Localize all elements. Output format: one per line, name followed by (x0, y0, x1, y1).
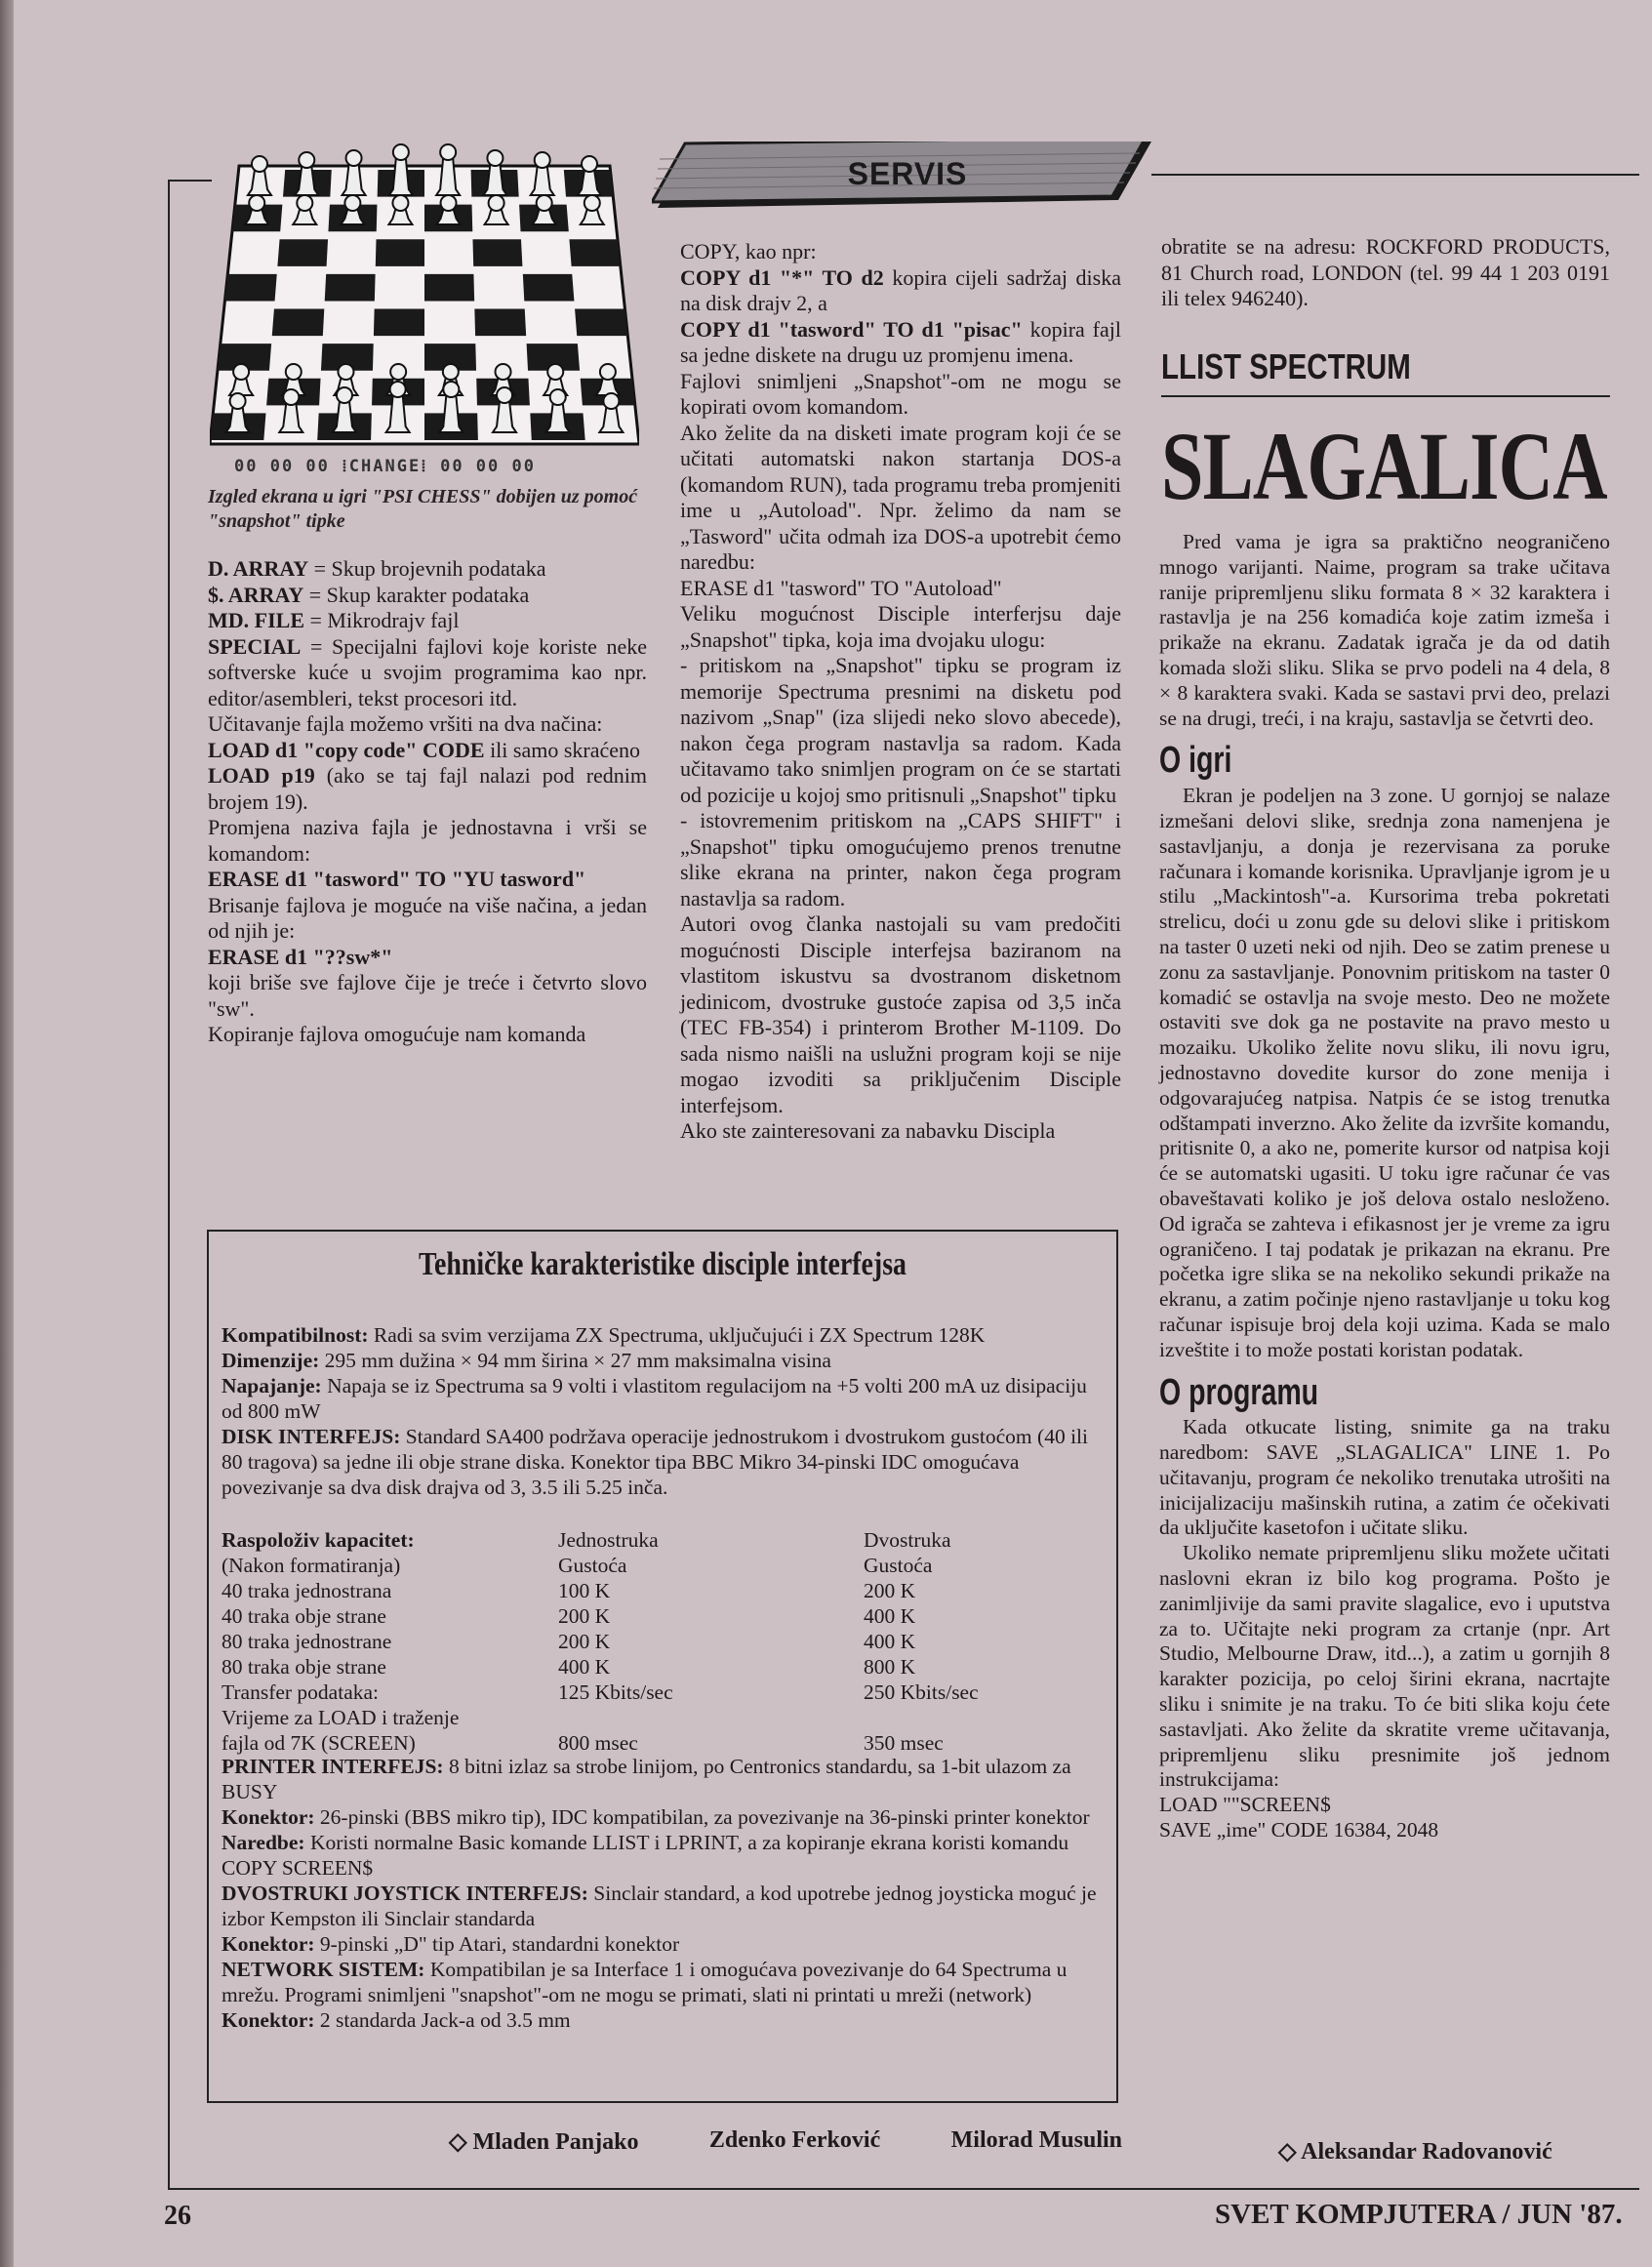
spec2-text: 2 standarda Jack-a od 3.5 mm (314, 2008, 571, 2032)
spec-paragraph (222, 1348, 1105, 1373)
article-signature: ◇ Aleksandar Radovanović (1278, 2139, 1552, 2165)
col1-text: ili samo skraćeno (484, 737, 641, 762)
spec2-text: 9-pinski „D" tip Atari, standardni konektor (314, 1932, 680, 1956)
col2-paragraph (680, 1118, 1121, 1145)
spec2-paragraph (222, 2007, 1105, 2033)
spec-paragraph (222, 1424, 1105, 1500)
chess-square (374, 309, 424, 337)
frame-bottom (168, 2188, 1639, 2190)
col1-text: Promjena naziva fajla je jednostavna i vrši se komandom: (208, 815, 647, 866)
spec-paragraph (222, 1322, 1105, 1348)
author-1: ◇ Mladen Panjako (449, 2129, 639, 2155)
capacity-cell: 250 Kbits/sec (864, 1680, 979, 1704)
col2-bold-term: COPY d1 "*" TO d2 (680, 264, 884, 290)
page-spine (0, 0, 14, 2267)
section-rule (1161, 395, 1610, 397)
chess-square (575, 309, 627, 337)
spec2-text: Koristi normalne Basic komande LLIST i LPRINT, a za kopiranje ekrana koristi komandu COPY SCREEN$ (222, 1831, 1069, 1880)
capacity-row (222, 1730, 1105, 1756)
col1-paragraph (208, 763, 647, 815)
spec2-bold-term: Konektor: (222, 2008, 315, 2032)
spec2-paragraph (222, 1931, 1105, 1957)
capacity-row (222, 1705, 1105, 1730)
authors-line (449, 2127, 1122, 2156)
spec2-text: Kompatibilan je sa Interface 1 i omogućava povezivanje do 64 Spectruma u mrežu. Programi snimljeni "snapshot"-om ne mogu se primati, slati ni printati u mreži (network) (222, 1958, 1068, 2006)
col1-paragraph (208, 711, 647, 738)
capacity-cell: 80 traka jednostrane (222, 1630, 392, 1653)
col1-text: (ako se taj fajl nalazi pod rednim brojem 19). (208, 763, 648, 814)
capacity-row (222, 1527, 1105, 1553)
capacity-cell (864, 1705, 1105, 1730)
col1-paragraph (208, 893, 647, 945)
col1-paragraph (208, 945, 647, 971)
spec-text: Standard SA400 podržava operacije jednostrukom i dvostrukom gustoćom (40 ili 80 tragova) sa jedne ili obje strane diska. Konektor tipa BBC Mikro 34-pinski IDC omogućava povezivanje sa dva disk drajva od 3, 3.5 ili 5.25 inča. (222, 1425, 1088, 1499)
col2-text: Fajlovi snimljeni „Snapshot"-om ne mogu se kopirati ovom komandom. (680, 368, 1121, 419)
capacity-cell: 40 traka obje strane (222, 1604, 386, 1628)
capacity-row (222, 1654, 1105, 1680)
spec2-bold-term: Konektor: (222, 1805, 315, 1829)
capacity-cell: Jednostruka (558, 1528, 659, 1552)
col1-text: = Specijalni fajlovi koje koriste neke softverske kuće u svojim programima kao npr. editor/asembleri, tekst procesori itd. (208, 633, 647, 710)
col1-text: Brisanje fajlova je moguće na više načina, a jedan od njih je: (208, 892, 647, 943)
spec-text: 295 mm dužina × 94 mm širina × 27 mm maksimalna visina (319, 1349, 831, 1372)
spec2-bold-term: Konektor: (222, 1932, 315, 1956)
frame-top-right (1151, 174, 1639, 176)
col2-paragraph (680, 421, 1121, 576)
servis-label: SERVIS (847, 156, 968, 191)
capacity-cell: 350 msec (864, 1731, 944, 1755)
col2-paragraph (680, 653, 1121, 808)
chess-square (569, 239, 620, 266)
capacity-cell: Gustoća (864, 1554, 933, 1577)
col1-paragraph (208, 970, 647, 1022)
article-igri: Ekran je podeljen na 3 zone. U gornjoj se nalaze izmešani delovi slike, srednja zona namenjena je sastavljanju, a donja je rezervisana za poruke računara i komande korisnika. Upravljanje igrom je u stilu „Mackintosh"-a. Kursorima treba pokretati strelicu, doći u zonu gde su delovi slike i pritiskom na taster 0 uzeti neki od njih. Deo se zatim prenese u zonu za sastavljanje. Ponovnim pritiskom na taster 0 komadić se ostavlja na svoje mesto. Deo ne možete ostaviti sve dok ga ne postavite na pravo mesto u mozaiku. Ukoliko želite novu sliku, ili novu igru, jednostavno dovedite kursor do zone menija i odgovarajućeg natpisa. Natpis će se istog trenutka odštampati inverzno. Ako želite da izvršite komandu, pritisnite 0, a ako ne, pomerite kursor od natpisa koji će se automatski ugasiti. U toku igre računar će vas obaveštavati koliko je još delova ostalo nesloženo. Od igrača se zahteva i efikasnost jer je vreme za igru ograničeno. I taj podatak je prikazan na ekranu. Pre početka igre slika se na nekoliko sekundi prikaže na ekranu, a zatim počinje njeno rastavljanje u toku kog računar ispisuje broj dela koji uzima. Kada se malo izveštite i to može postati koristan podatak. (1159, 784, 1610, 1361)
spec2-text: 8 bitni izlaz sa strobe linijom, po Centronics standardu, sa 1-bit ulazom za BUSY (222, 1755, 1071, 1803)
col1-paragraph (208, 583, 647, 609)
col1-paragraph (208, 815, 647, 867)
capacity-cell: 200 K (864, 1579, 916, 1602)
spec2-text: Sinclair standard, a kod upotrebe jednog joysticka moguć je izbor Kempston ili Sinclair standarda (222, 1882, 1097, 1930)
col1-paragraph (208, 738, 647, 764)
capacity-cell: Gustoća (558, 1554, 627, 1577)
spec2-bold-term: Naredbe: (222, 1831, 305, 1854)
spec-text: Radi sa svim verzijama ZX Spectruma, uključujući i ZX Spectrum 128K (368, 1323, 986, 1347)
col1-paragraph (208, 634, 647, 712)
col1-paragraph (208, 1022, 647, 1048)
col1-bold-term: MD. FILE (208, 608, 304, 632)
col2-paragraph (680, 317, 1121, 369)
col2-paragraph (680, 808, 1121, 911)
chess-square (472, 239, 522, 266)
col2-text: - istovremenim pritiskom na „CAPS SHIFT" i „Snapshot" tipku omogućujemo prenos trenutne slike ekrana na printer, nakon čega program nastavlja sa radom. (680, 808, 1121, 911)
spec2-paragraph (222, 1804, 1105, 1830)
capacity-cell: 800 msec (558, 1731, 638, 1755)
col2-paragraph (680, 911, 1121, 1118)
column-3-intro (1161, 234, 1610, 312)
col1-text: Kopiranje fajlova omogućuje nam komanda (208, 1022, 586, 1046)
capacity-cell: Transfer podataka: (222, 1680, 380, 1704)
chess-square (523, 274, 575, 302)
col1-paragraph (208, 556, 647, 583)
chess-board-image (210, 107, 639, 449)
subhead-o-programu: O programu (1159, 1371, 1319, 1413)
spec2-paragraph (222, 1881, 1105, 1931)
chess-square (474, 309, 526, 337)
magazine-footer: SVET KOMPJUTERA / JUN '87. (1215, 2199, 1623, 2230)
col2-text: kopira cijeli sadržaj diska na disk drajv 2, a (680, 264, 1121, 315)
specs-list-2 (222, 1754, 1105, 2033)
col2-paragraph (680, 576, 1121, 602)
article-program-1: Kada otkucate listing, snimite ga na traku naredbom: SAVE „SLAGALICA" LINE 1. Po učitavanju, program će nekoliko trenutaka utrošiti na inicijalizaciju mašinskih rutina, a zatim će očekivati da uključite kasetofon i učitate sliku. (1159, 1415, 1610, 1540)
capacity-cell: 400 K (558, 1655, 611, 1679)
col2-text: ERASE d1 "tasword" TO "Autoload" (680, 575, 1002, 600)
spec2-bold-term: PRINTER INTERFEJS: (222, 1755, 444, 1778)
col1-bold-term: D. ARRAY (208, 556, 309, 581)
author-2: Zdenko Ferković (708, 2127, 881, 2153)
col2-text: Ako ste zainteresovani za nabavku Discipla (680, 1118, 1056, 1143)
code-line-1: LOAD ""SCREEN$ (1159, 1793, 1331, 1817)
article-headline: SLAGALICA (1161, 412, 1607, 520)
col1-paragraph (208, 867, 647, 893)
capacity-cell: 200 K (558, 1604, 611, 1628)
chess-square (325, 274, 376, 302)
subhead-o-igri: O igri (1159, 740, 1232, 782)
article-lead: Pred vama je igra sa praktično neograničeno mnogo varijanti. Naime, program sa trake učitava ranije pripremljenu sliku formata 8 × 32 karaktera i rastavlja je na 256 komadića koje zatim izmeša i prikaže na ekranu. Zadatak igrača je da od datih komada složi sliku. Slika se prvo podeli na 4 dela, 8 × 8 karaktera svaki. Kada se sastavi prvi deo, prelazi se na drugi, treći, i na kraju, sastavlja se četvrti deo. (1159, 530, 1610, 730)
author-3: Milorad Musulin (950, 2127, 1122, 2153)
col1-bold-term: ERASE d1 "tasword" TO "YU tasword" (208, 867, 586, 891)
frame-top-left (168, 180, 212, 182)
spec2-bold-term: DVOSTRUKI JOYSTICK INTERFEJS: (222, 1882, 588, 1905)
capacity-cell: 200 K (558, 1630, 611, 1653)
spec2-bold-term: NETWORK SISTEM: (222, 1958, 425, 1981)
col1-text: Učitavanje fajla možemo vršiti na dva načina: (208, 711, 603, 736)
col2-text: Veliku mogućnost Disciple interferjsu daje „Snapshot" tipka, koja ima dvojaku ulogu: (680, 601, 1121, 652)
col2-paragraph (680, 239, 1121, 265)
col2-text: kopira fajl sa jedne diskete na drugu uz promjenu imena. (680, 316, 1121, 367)
capacity-cell: 40 traka jednostrana (222, 1579, 392, 1602)
spec-bold-term: DISK INTERFEJS: (222, 1425, 401, 1448)
chess-square (277, 239, 328, 266)
capacity-cell: 100 K (558, 1579, 611, 1602)
chess-square (424, 274, 474, 302)
chess-square (376, 239, 424, 266)
chess-square (272, 309, 325, 337)
capacity-row (222, 1553, 1105, 1578)
spec-paragraph (222, 1373, 1105, 1424)
capacity-cell: 80 traka obje strane (222, 1655, 386, 1679)
col1-text: koji briše sve fajlove čije je treće i četvrto slovo "sw". (208, 970, 647, 1021)
image-caption: Izgled ekrana u igri "PSI CHESS" dobijen uz pomoć "snapshot" tipke (208, 486, 638, 532)
spec-text: Napaja se iz Spectruma sa 9 volti i vlastitom regulacijom na +5 volti 200 mA uz disipaciju od 800 mW (222, 1374, 1087, 1423)
col1-bold-term: LOAD p19 (208, 763, 315, 788)
capacity-row (222, 1578, 1105, 1603)
capacity-cell: 400 K (864, 1604, 916, 1628)
capacity-row (222, 1629, 1105, 1654)
column-3 (1159, 530, 1610, 1843)
col2-text: Autori ovog članka nastojali su vam predočiti mogućnosti Disciple interfejsa baziranom na vlastitom iskustvu sa dvostranom disketnom jedinicom, dvostruke gustoće zapisa od 3,5 inča (TEC FB-354) i printerom Brother M-1109. Do sada nismo naišli na uslužni program koji se nije mogao izvoditi sa priključenim Disciple interfejsom. (680, 911, 1121, 1117)
col2-bold-term: COPY d1 "tasword" TO d1 "pisac" (680, 316, 1023, 342)
column-1 (208, 556, 647, 1048)
specs-list (222, 1322, 1105, 1500)
col2-paragraph (680, 601, 1121, 653)
column-2 (680, 239, 1121, 1145)
article-program-2: Ukoliko nemate pripremljenu sliku možete učitati naslovni ekran iz bilo kog programa. Pošto je zanimljivije da sami pravite slagalice, evo i uputstva za to. Učitajte neki program za crtanje (npr. Art Studio, Melbourne Draw, itd...), a zatim u gornjih 8 karakter pozicija, po celoj širini ekrana, nacrtajte sliku i snimite je na traku. To će biti slika koju ćete sastavljati. Ako želite da skratite vreme učitavanja, pripremljenu sliku presnimite još jednom instrukcijama: (1159, 1541, 1610, 1792)
col1-bold-term: SPECIAL (208, 633, 302, 659)
capacity-cell: 125 Kbits/sec (558, 1680, 673, 1704)
col2-text: Ako želite da na disketi imate program koji će se učitati automatski nakon startanja DOS-a (komandom RUN), tada programu treba promjeniti ime u „Autoload". Npr. želimo da nam se „Tasword" učita odmah iza DOS-a upotrebit ćemo naredbu: (680, 420, 1121, 574)
col1-text: = Skup brojevnih podataka (308, 556, 546, 581)
col1-bold-term: $. ARRAY (208, 582, 304, 607)
capacity-cell: Vrijeme za LOAD i traženje (222, 1706, 460, 1729)
col2-paragraph (680, 265, 1121, 317)
col1-text: = Mikrodrajv fajl (304, 608, 460, 632)
col1-bold-term: LOAD d1 "copy code" CODE (208, 737, 485, 762)
capacity-cell: fajla od 7K (SCREEN) (222, 1731, 416, 1755)
col1-bold-term: ERASE d1 "??sw*" (208, 944, 393, 969)
col2-text: COPY, kao npr: (680, 239, 817, 263)
section-tag: LLIST SPECTRUM (1161, 346, 1411, 386)
col2-text: - pritiskom na „Snapshot" tipku se program iz memorije Spectruma presnimi na disketu pod nazivom „Snap" (iza slijedi neko slovo abecede), nakon čega program nastavlja sa radom. Kada učitavamo tako snimljen program on će se startati od pozicije u kojoj smo pritisnuli „Snapshot" tipku (680, 653, 1121, 807)
col1-paragraph (208, 608, 647, 634)
capacity-cell: Raspoloživ kapacitet: (222, 1528, 415, 1552)
spec2-text: 26-pinski (BBS mikro tip), IDC kompatibilan, za povezivanje na 36-pinski printer konektor (314, 1805, 1090, 1829)
chess-status-line: 00 00 00 ⁞CHANGE⁞ 00 00 00 (234, 457, 536, 476)
capacity-cell (558, 1705, 864, 1730)
code-line-2: SAVE „ime" CODE 16384, 2048 (1159, 1818, 1439, 1842)
page-number: 26 (164, 2201, 191, 2231)
spec-bold-term: Kompatibilnost: (222, 1323, 369, 1347)
col2-paragraph (680, 369, 1121, 421)
capacity-cell: (Nakon formatiranja) (222, 1554, 401, 1577)
spec2-paragraph (222, 1754, 1105, 1804)
capacity-table (222, 1527, 1105, 1756)
spec2-paragraph (222, 1830, 1105, 1881)
frame-left (168, 180, 170, 2190)
spec-bold-term: Dimenzije: (222, 1349, 320, 1372)
chess-square (224, 274, 276, 302)
spec-bold-term: Napajanje: (222, 1374, 322, 1397)
specs-box-title: Tehničke karakteristike disciple interfejsa (418, 1246, 907, 1282)
capacity-cell: 800 K (864, 1655, 916, 1679)
capacity-cell: Dvostruka (864, 1528, 951, 1552)
contact-address: obratite se na adresu: ROCKFORD PRODUCTS, 81 Church road, LONDON (tel. 99 44 1 203 0191 ili telex 946240). (1161, 234, 1610, 310)
spec2-paragraph (222, 1957, 1105, 2007)
col1-text: = Skup karakter podataka (303, 582, 530, 607)
capacity-row (222, 1680, 1105, 1705)
capacity-row (222, 1603, 1105, 1629)
capacity-cell: 400 K (864, 1630, 916, 1653)
